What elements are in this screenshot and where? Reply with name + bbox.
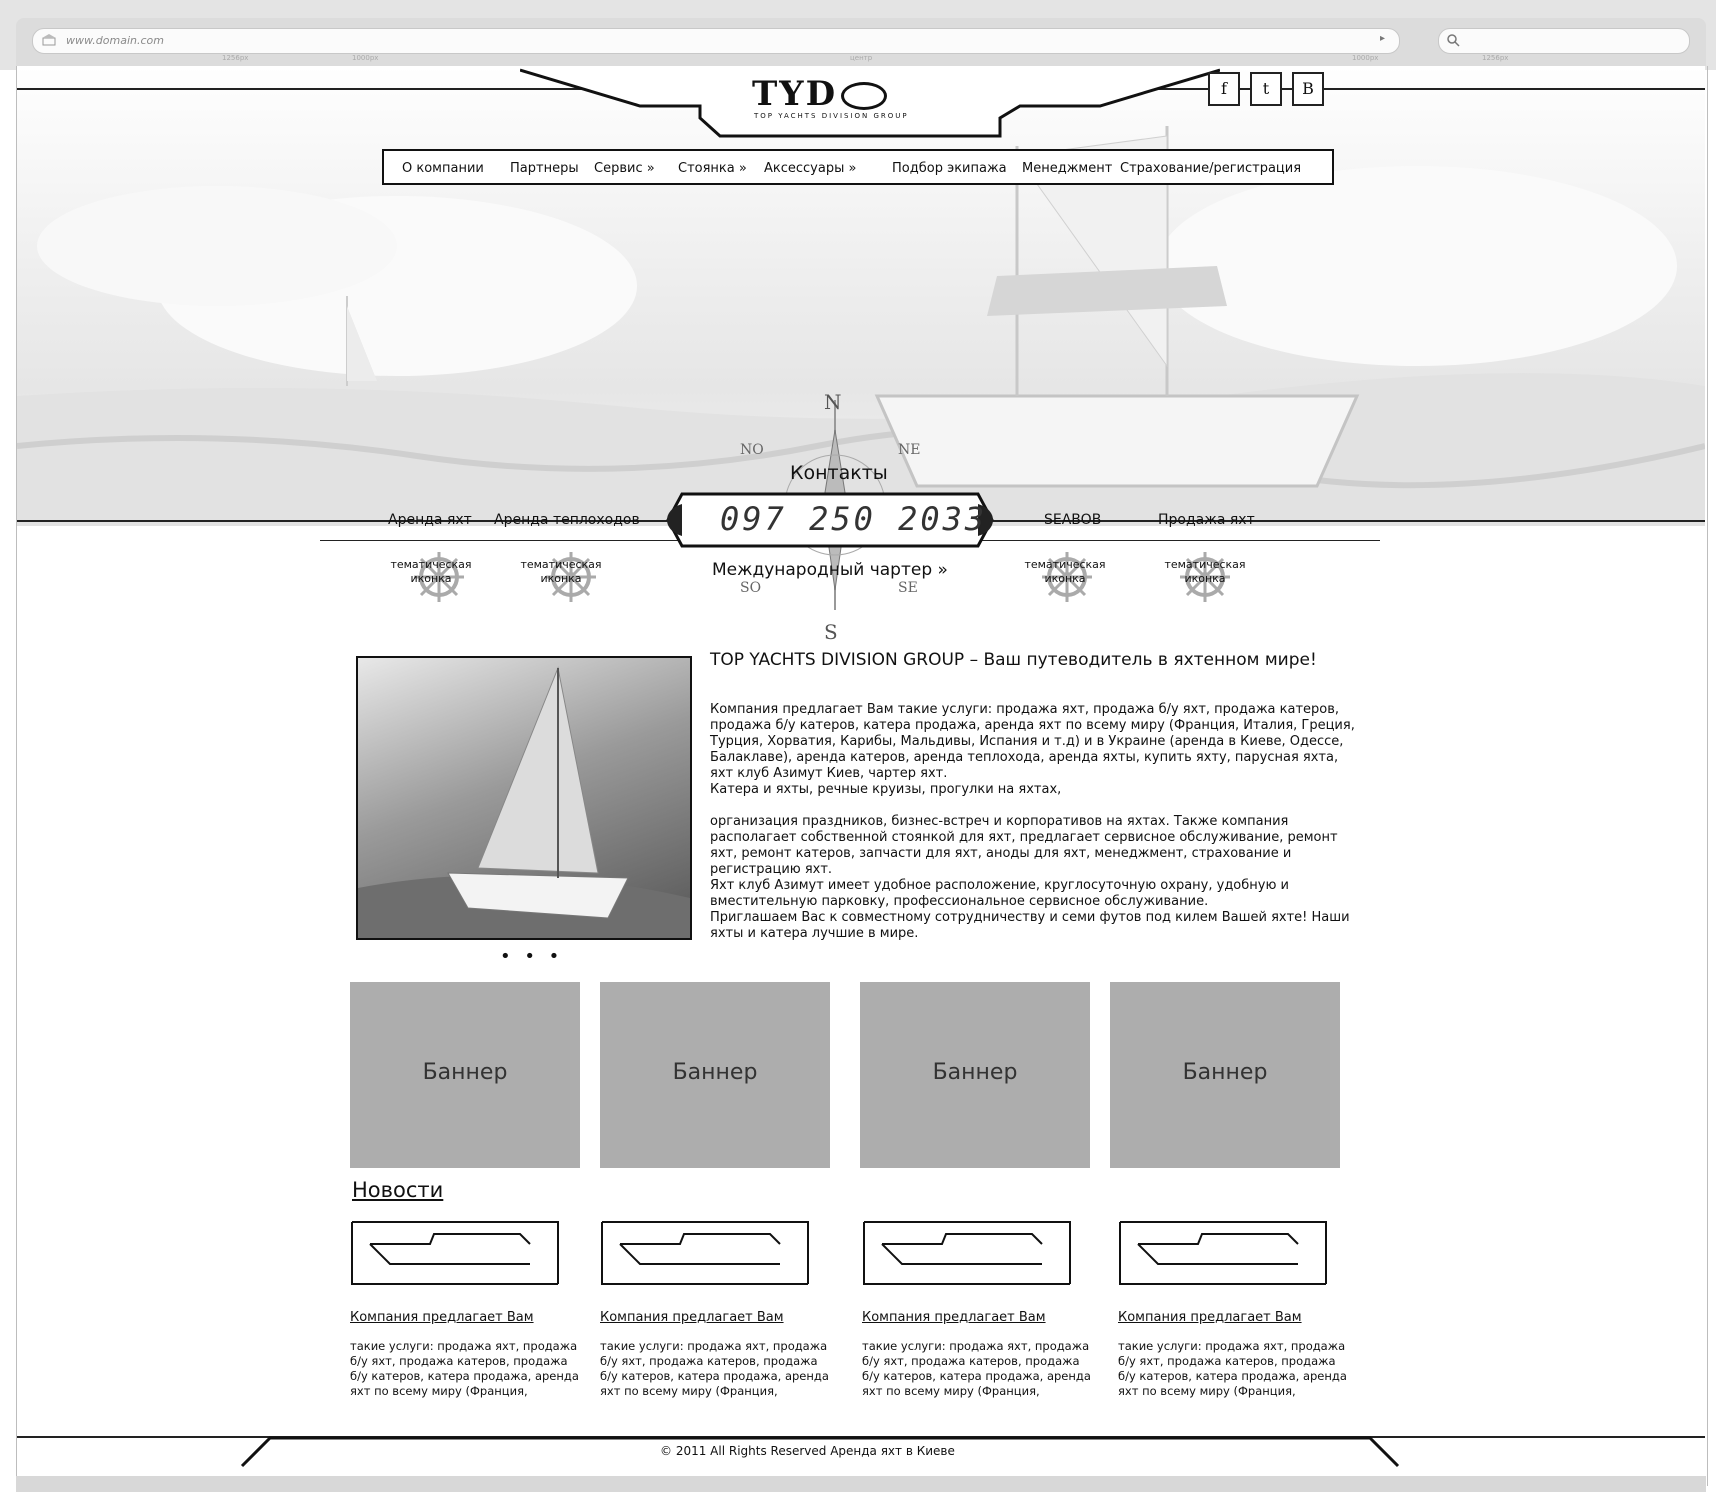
news-excerpt: такие услуги: продажа яхт, продажа б/у яхт, продажа катеров, продажа б/у катеров, катера продажа, аренда яхт по всему миру (Франция,	[600, 1339, 829, 1398]
logo-eye-icon	[841, 82, 887, 110]
address-bar[interactable]	[32, 28, 1400, 54]
facebook-button[interactable]: f	[1208, 72, 1240, 106]
category-seabob[interactable]: SEABOB	[1044, 512, 1102, 528]
intro-paragraph: Катера и яхты, речные круизы, прогулки на яхтах,	[710, 782, 1062, 797]
category-yacht-sales[interactable]: Продажа яхт	[1158, 512, 1255, 528]
nav-item-partners[interactable]: Партнеры	[510, 161, 579, 176]
news-heading[interactable]: Новости	[352, 1178, 444, 1202]
site-icon	[42, 34, 56, 46]
news-link[interactable]: Компания предлагает Вам	[600, 1310, 784, 1325]
news-excerpt: такие услуги: продажа яхт, продажа б/у яхт, продажа катеров, продажа б/у катеров, катера продажа, аренда яхт по всему миру (Франция,	[862, 1339, 1091, 1398]
compass-se: SE	[898, 580, 918, 596]
news-card	[600, 1220, 830, 1399]
banner-label: Баннер	[672, 1060, 758, 1085]
nav-item-crew[interactable]: Подбор экипажа	[892, 161, 1007, 176]
phone-number: 097 250 2033	[720, 500, 988, 538]
banner-3[interactable]	[860, 982, 1090, 1168]
nav-item-insurance[interactable]: Страхование/регистрация	[1120, 161, 1302, 176]
category-ship-rental[interactable]: Аренда теплоходов	[494, 512, 640, 528]
banner-label: Баннер	[422, 1060, 508, 1085]
news-card	[1118, 1220, 1348, 1399]
news-thumbnail[interactable]	[862, 1220, 1072, 1286]
intro-spacer	[710, 798, 1360, 814]
address-bar-url[interactable]: www.domain.com	[66, 34, 164, 47]
compass-so: SO	[740, 580, 762, 596]
compass-s: S	[824, 620, 838, 644]
browser-status-bar	[16, 1476, 1706, 1492]
compass-ne: NE	[898, 442, 921, 458]
slider-dots[interactable]: • • •	[500, 946, 564, 967]
ruler-mark: 1000px	[1352, 54, 1379, 62]
page-headline: TOP YACHTS DIVISION GROUP – Ваш путеводитель в яхтенном мире!	[710, 650, 1317, 670]
news-link[interactable]: Компания предлагает Вам	[350, 1310, 534, 1325]
layout-ruler	[16, 54, 1706, 66]
nav-item-accessories[interactable]: Аксессуары »	[764, 161, 857, 176]
thematic-icon-label: тематическая иконка	[390, 558, 472, 585]
compass-n: N	[824, 390, 842, 414]
news-thumbnail[interactable]	[1118, 1220, 1328, 1286]
nav-item-management[interactable]: Менеджмент	[1022, 161, 1113, 176]
search-icon[interactable]	[1446, 33, 1460, 47]
vkontakte-button[interactable]: B	[1292, 72, 1324, 106]
news-link[interactable]: Компания предлагает Вам	[1118, 1310, 1302, 1325]
international-charter-link[interactable]: Международный чартер »	[712, 560, 948, 580]
news-thumbnail[interactable]	[600, 1220, 810, 1286]
banner-1[interactable]	[350, 982, 580, 1168]
intro-paragraph: организация праздников, бизнес-встреч и корпоративов на яхтах. Также компания располагает собственной стоянкой для яхт, предлагает сервисное обслуживание, ремонт яхт, ремонт катеров, запчасти для яхт, аноды для яхт, менеджмент, страхование и регистрацию яхт.	[710, 814, 1338, 877]
nav-item-about[interactable]: О компании	[402, 161, 484, 176]
contacts-label[interactable]: Контакты	[790, 462, 888, 484]
sailboat-image	[358, 658, 690, 938]
news-link[interactable]: Компания предлагает Вам	[862, 1310, 1046, 1325]
banner-2[interactable]	[600, 982, 830, 1168]
banner-4[interactable]	[1110, 982, 1340, 1168]
yacht-photo[interactable]	[356, 656, 692, 940]
thematic-icon-label: тематическая иконка	[520, 558, 602, 585]
category-yacht-rental[interactable]: Аренда яхт	[388, 512, 472, 528]
ruler-mark: центр	[850, 54, 873, 62]
ruler-mark: 1256px	[1482, 54, 1509, 62]
news-card	[862, 1220, 1092, 1399]
intro-paragraph: Приглашаем Вас к совместному сотрудничеству и семи футов под килем Вашей яхте! Наши яхты и катера лучшие в мире.	[710, 910, 1350, 941]
intro-paragraph: Компания предлагает Вам такие услуги: продажа яхт, продажа б/у яхт, продажа катеров, продажа б/у катеров, катера продажа, аренда яхт по всему миру (Франция, Италия, Греция, Турция, Хорватия, Карибы, Мальдивы, Испания и т.д) и в Украине (аренда в Киеве, Одессе, Балаклаве), аренда катеров, аренда теплохода, аренда яхты, купить яхту, парусная яхта, яхт клуб Азимут Киев, чартер яхт.	[710, 702, 1355, 781]
logo[interactable]	[752, 74, 887, 114]
news-excerpt: такие услуги: продажа яхт, продажа б/у яхт, продажа катеров, продажа б/у катеров, катера продажа, аренда яхт по всему миру (Франция,	[350, 1339, 579, 1398]
twitter-button[interactable]: t	[1250, 72, 1282, 106]
logo-subtitle: TOP YACHTS DIVISION GROUP	[754, 112, 909, 120]
news-excerpt: такие услуги: продажа яхт, продажа б/у яхт, продажа катеров, продажа б/у катеров, катера продажа, аренда яхт по всему миру (Франция,	[1118, 1339, 1347, 1398]
news-thumbnail[interactable]	[350, 1220, 560, 1286]
intro-text	[710, 702, 1360, 942]
banner-label: Баннер	[1182, 1060, 1268, 1085]
thematic-icon-label: тематическая иконка	[1024, 558, 1106, 585]
main-nav	[382, 149, 1334, 185]
footer-copyright: © 2011 All Rights Reserved Аренда яхт в Киеве	[660, 1444, 955, 1458]
ruler-mark: 1000px	[352, 54, 379, 62]
nav-item-service[interactable]: Сервис »	[594, 161, 655, 176]
browser-search-input[interactable]	[1438, 28, 1690, 54]
ruler-mark: 1256px	[222, 54, 249, 62]
banner-label: Баннер	[932, 1060, 1018, 1085]
compass-no: NO	[740, 442, 764, 458]
nav-item-parking[interactable]: Стоянка »	[678, 161, 747, 176]
logo-text: TYD	[752, 74, 838, 114]
news-card	[350, 1220, 580, 1399]
go-arrow-icon[interactable]: ▸	[1380, 33, 1386, 44]
intro-paragraph: Яхт клуб Азимут имеет удобное расположение, круглосуточную охрану, удобную и вместительную парковку, профессиональное сервисное обслуживание.	[710, 878, 1289, 909]
thematic-icon-label: тематическая иконка	[1164, 558, 1246, 585]
